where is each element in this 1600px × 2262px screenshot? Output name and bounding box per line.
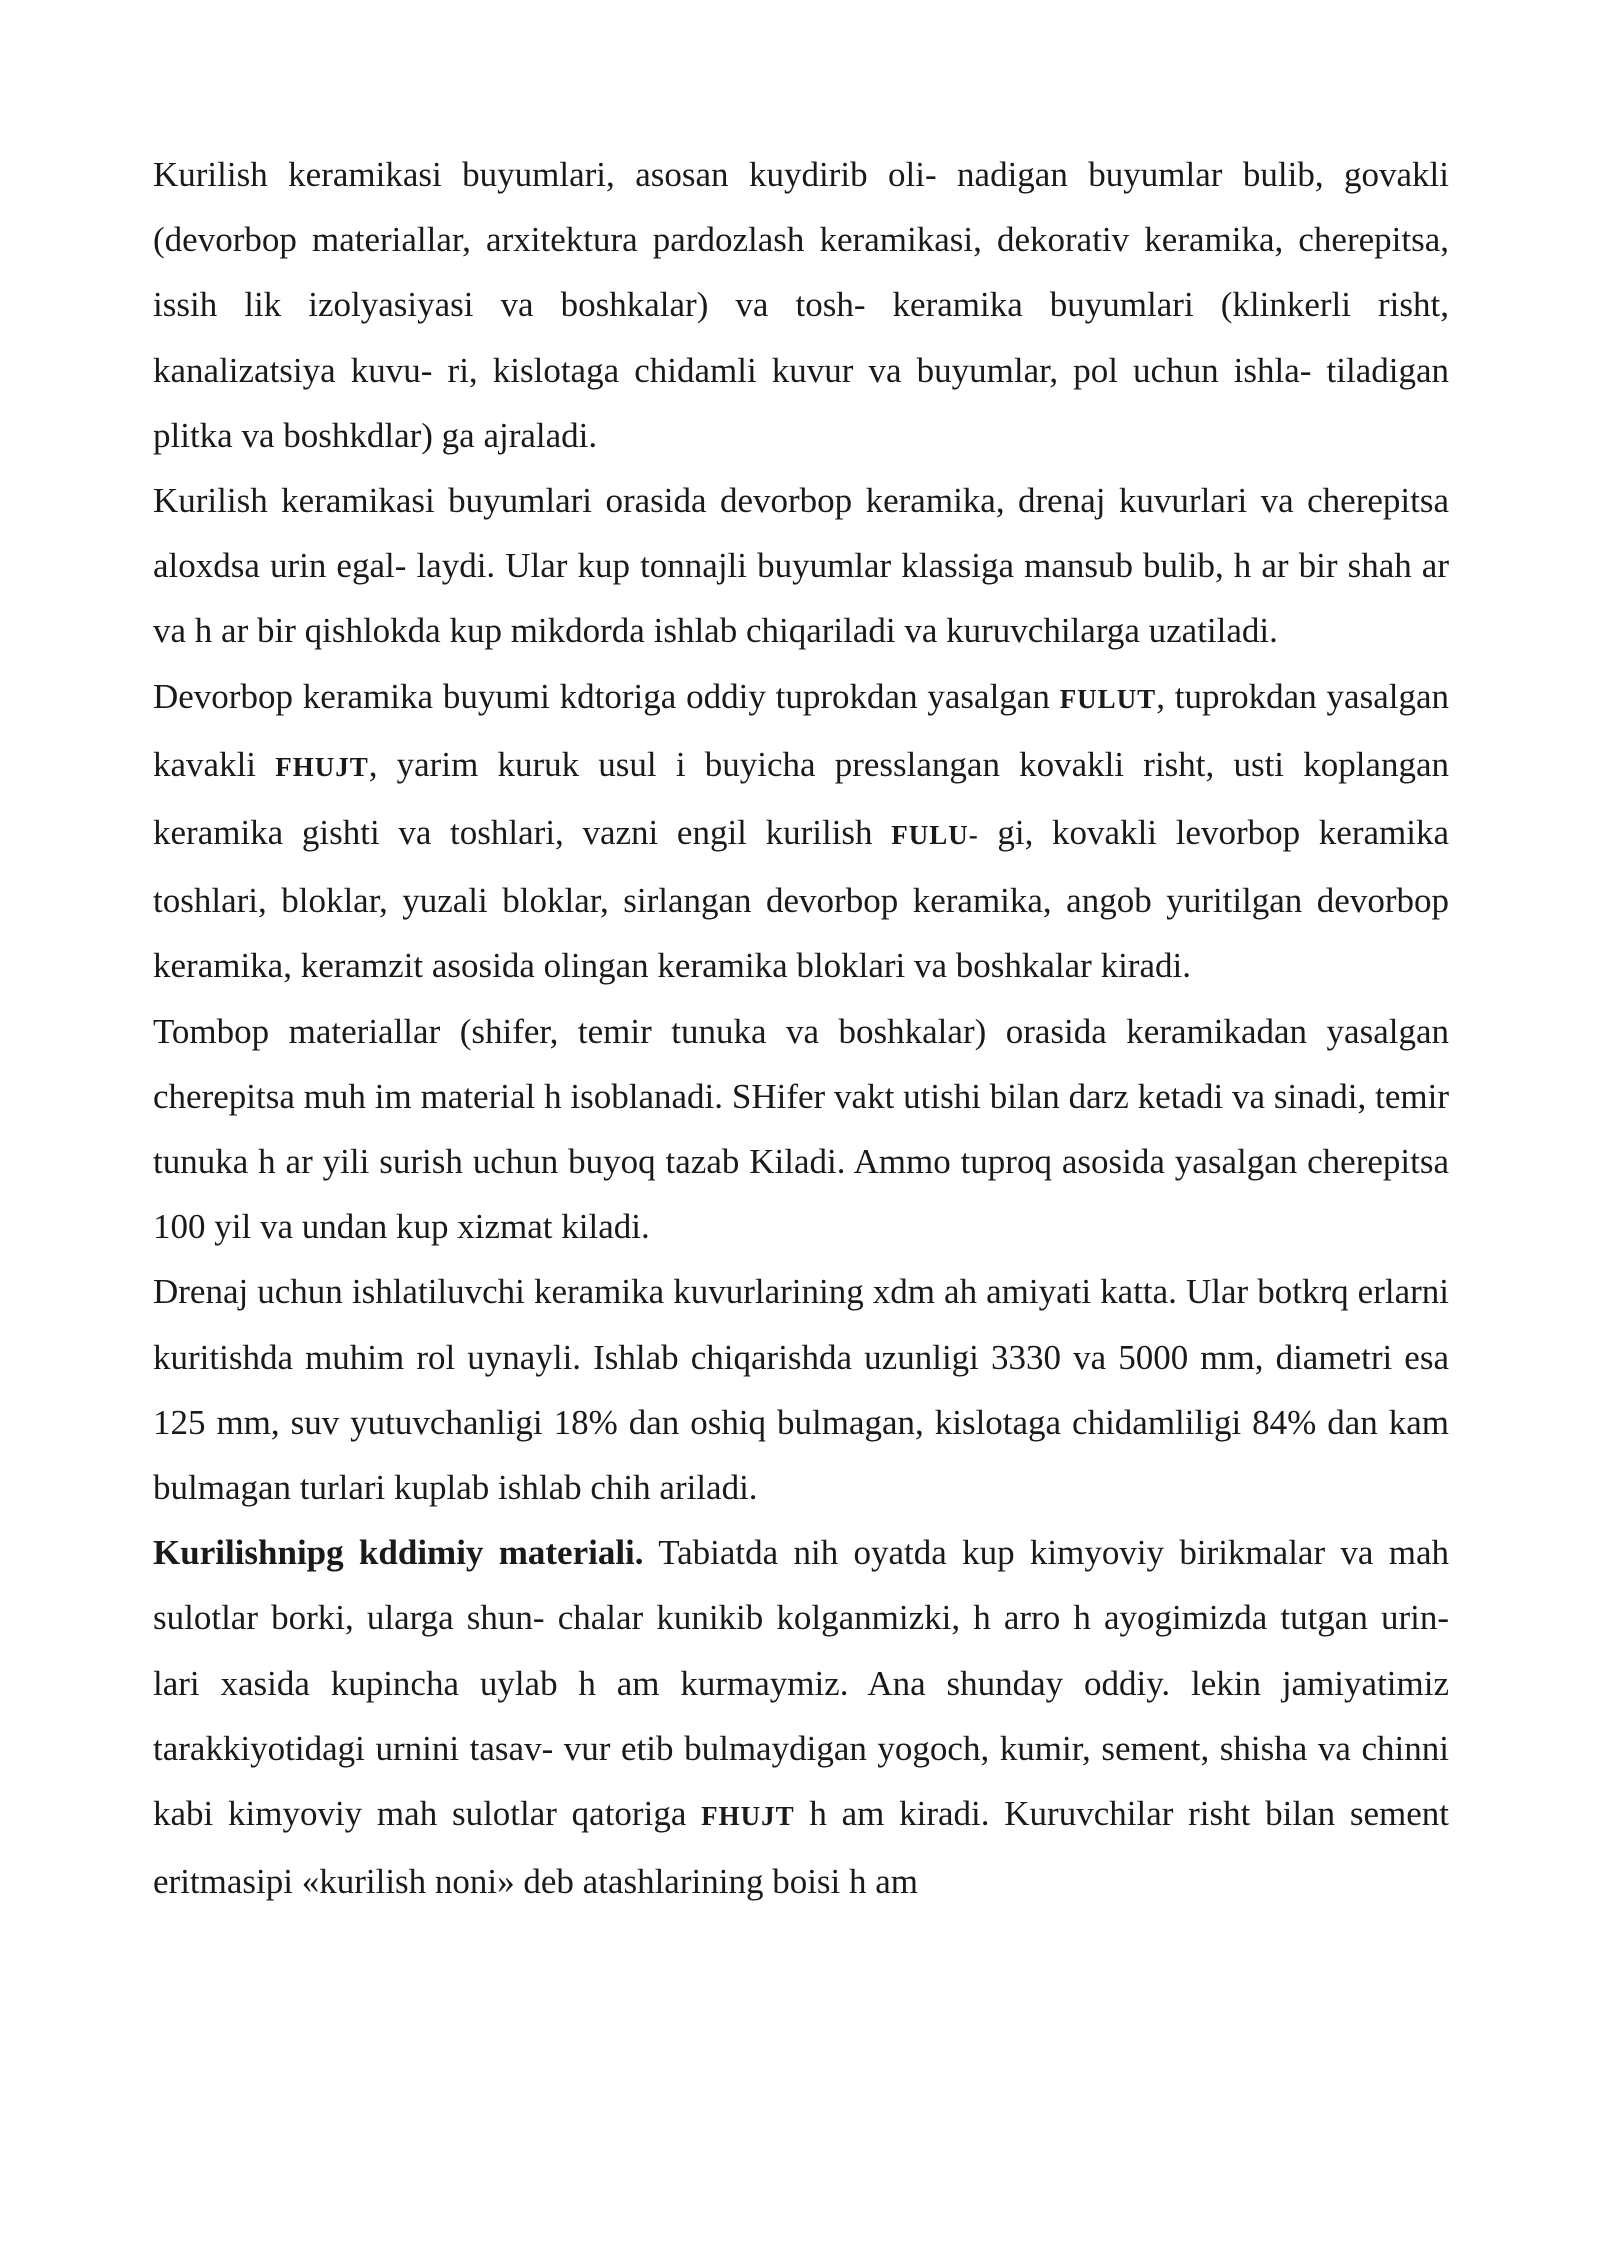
- paragraph-text: , tuprokdan yasalgan kavakli: [153, 676, 1449, 784]
- paragraph-text: Tabiatda nih oyatda kup kimyoviy birikmalar va mah sulotlar borki, ularga shun- chalar kunikib kolganmizki, h arro h ayogimizda tutgan urin- lari xasida kupincha uylab h am kurmaymiz. Ana shunday oddiy. lekin jamiyatimiz tarakkiyotidagi urnini tasav- vur etib bulmaydigan yogoch, kumir, sement, shisha va chinni kabi kimyoviy mah sulotlar qatoriga: [153, 1533, 1449, 1834]
- paragraph-text: Drenaj uchun ishlatiluvchi keramika kuvurlarining xdm ah amiyati katta. Ular botkrq erlarni kuritishda muhim rol uynayli. Ishlab chiqarishda uzunligi 3330 va 5000 mm, diametri esa 125 mm, suv yutuvchanligi 18% dan oshiq bulmagan, kislotaga chidamliligi 84% dan kam bulmagan turlari kuplab ishlab chih ariladi.: [153, 1272, 1449, 1508]
- paragraph-text: Kurilish keramikasi buyumlari, asosan kuydirib oli- nadigan buyumlar bulib, govakli (devorbop materiallar, arxitektura pardozlash keramikasi, dekorativ keramika, cherepitsa, issih lik izolyasiyasi va boshkalar) va tosh- keramika buyumlari (klinkerli risht, kanalizatsiya kuvu- ri, kislotaga chidamli kuvur va buyumlar, pol uchun ishla- tiladigan plitka va boshkdlar) ga ajraladi.: [153, 155, 1449, 455]
- paragraph-text: h am kiradi. Kuruvchilar risht bilan sement eritmasipi «kurilish noni» deb atashlarining boisi h am: [153, 1794, 1449, 1902]
- smallcaps-term: FULU-: [891, 820, 979, 851]
- paragraph-text: , yarim kuruk usul i buyicha presslangan kovakli risht, usti koplangan keramika gishti va toshlari, vazni engil kurilish: [153, 744, 1449, 853]
- paragraph-kadimiy-material: [153, 1520, 1449, 1914]
- document-page: [153, 142, 1449, 1914]
- paragraph-keramika-buyumlari: [153, 142, 1449, 468]
- paragraph-drenaj-kuvurlari: [153, 1259, 1449, 1520]
- paragraph-text: Kurilish keramikasi buyumlari orasida devorbop keramika, drenaj kuvurlari va cherepitsa aloxdsa urin egal- laydi. Ular kup tonnajli buyumlar klassiga mansub bulib, h ar bir shah ar va h ar bir qishlokda kup mikdorda ishlab chiqariladi va kuruvchilarga uzatiladi.: [153, 481, 1449, 651]
- paragraph-text: Tombop materiallar (shifer, temir tunuka va boshkalar) orasida keramikadan yasalgan cherepitsa muh im material h isoblanadi. SHifer vakt utishi bilan darz ketadi va sinadi, temir tunuka h ar yili surish uchun buyoq tazab Kiladi. Ammo tuproq asosida yasalgan cherepitsa 100 yil va undan kup xizmat kiladi.: [153, 1011, 1449, 1247]
- paragraph-text: Devorbop keramika buyumi kdtoriga oddiy tuprokdan yasalgan: [153, 676, 1060, 716]
- paragraph-text: gi, kovakli levorbop keramika toshlari, bloklar, yuzali bloklar, sirlangan devorbop keramika, angob yuritilgan devorbop keramika, keramzit asosida olingan keramika bloklari va boshkalar kiradi.: [153, 813, 1449, 986]
- smallcaps-term: FHUJT: [275, 751, 369, 782]
- paragraph-tombop-materiallar: [153, 999, 1449, 1260]
- smallcaps-term: FULUT: [1059, 683, 1157, 714]
- paragraph-devorbop-keramika: [153, 664, 1449, 999]
- smallcaps-term: FHUJT: [701, 1801, 795, 1832]
- section-heading: Kurilishnipg kddimiy materiali.: [153, 1533, 644, 1573]
- paragraph-keramika-orasida: [153, 468, 1449, 664]
